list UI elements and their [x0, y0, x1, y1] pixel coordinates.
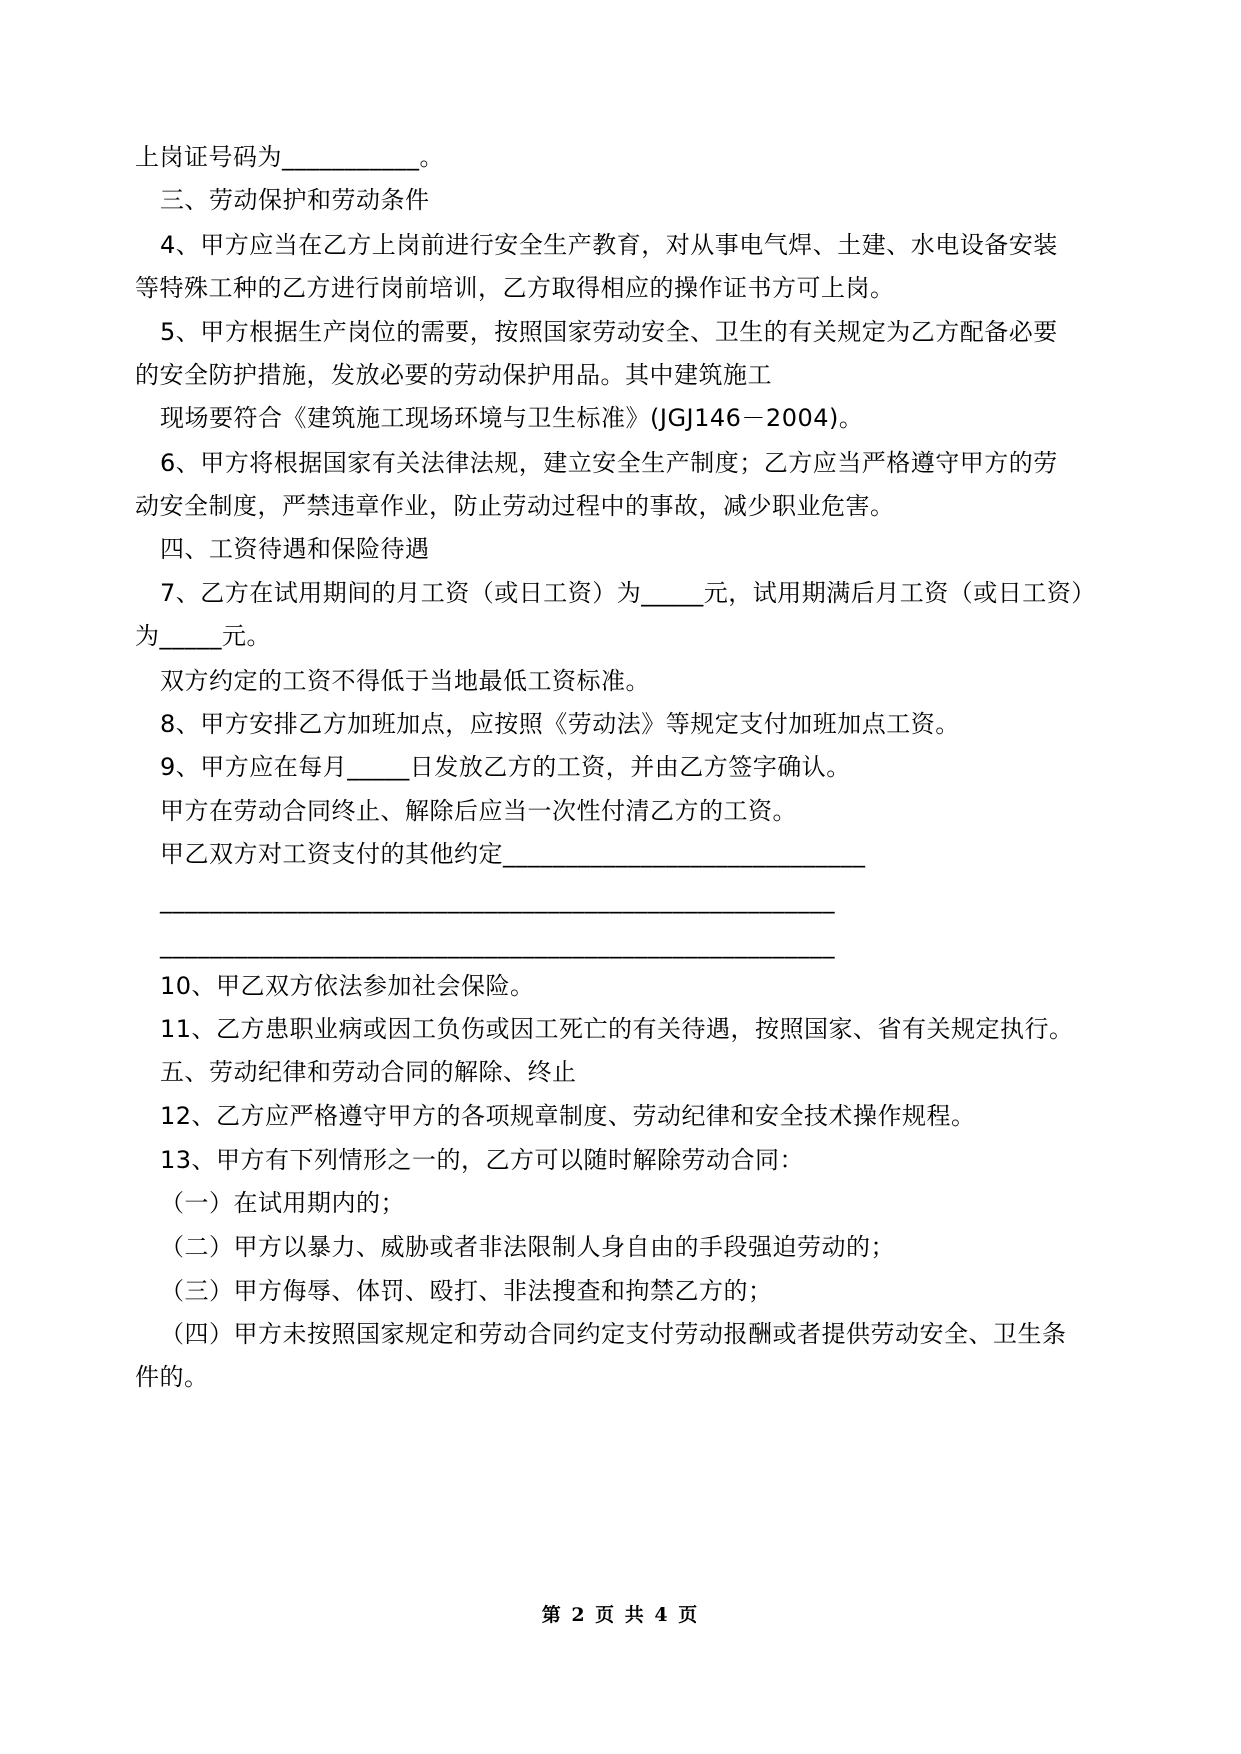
text-line: 13、甲方有下列情形之一的，乙方可以随时解除劳动合同：: [160, 1146, 805, 1174]
section-heading: 三、劳动保护和劳动条件: [160, 186, 430, 214]
section-heading: 五、劳动纪律和劳动合同的解除、终止: [160, 1058, 577, 1086]
text-line: 双方约定的工资不得低于当地最低工资标准。: [160, 667, 650, 695]
blank-line: ______________________________________________________: [160, 886, 835, 914]
text-line: 为_____元。: [135, 622, 271, 650]
page-footer: 第 2 页 共 4 页: [541, 1604, 700, 1626]
text-line: 7、乙方在试用期间的月工资（或日工资）为_____元，试用期满后月工资（或日工资）: [160, 579, 1096, 607]
text-line: 4、甲方应当在乙方上岗前进行安全生产教育，对从事电气焊、土建、水电设备安装: [160, 231, 1058, 259]
text-line: 的安全防护措施，发放必要的劳动保护用品。其中建筑施工: [135, 361, 772, 389]
text-line: 10、甲乙双方依法参加社会保险。: [160, 972, 535, 1000]
list-item: （三）甲方侮辱、体罚、殴打、非法搜查和拘禁乙方的；: [160, 1277, 773, 1305]
text-line: 等特殊工种的乙方进行岗前培训，乙方取得相应的操作证书方可上岗。: [135, 274, 895, 302]
list-item: （四）甲方未按照国家规定和劳动合同约定支付劳动报酬或者提供劳动安全、卫生条: [160, 1320, 1067, 1348]
text-line: 6、甲方将根据国家有关法律法规，建立安全生产制度；乙方应当严格遵守甲方的劳: [160, 449, 1058, 477]
section-heading: 四、工资待遇和保险待遇: [160, 535, 430, 563]
text-line: 上岗证号码为___________。: [135, 143, 444, 171]
text-line: 5、甲方根据生产岗位的需要，按照国家劳动安全、卫生的有关规定为乙方配备必要: [160, 318, 1058, 346]
text-line: 甲方在劳动合同终止、解除后应当一次性付清乙方的工资。: [160, 797, 797, 825]
list-item: （一）在试用期内的；: [160, 1189, 405, 1217]
text-line: 12、乙方应严格遵守甲方的各项规章制度、劳动纪律和安全技术操作规程。: [160, 1102, 976, 1130]
text-line: 件的。: [135, 1363, 209, 1391]
blank-line: ______________________________________________________: [160, 931, 835, 959]
list-item: （二）甲方以暴力、威胁或者非法限制人身自由的手段强迫劳动的；: [160, 1233, 895, 1261]
text-line: 现场要符合《建筑施工现场环境与卫生标准》(JGJ146－2004)。: [160, 404, 864, 432]
text-line: 动安全制度，严禁违章作业，防止劳动过程中的事故，减少职业危害。: [135, 492, 895, 520]
text-line: 11、乙方患职业病或因工负伤或因工死亡的有关待遇，按照国家、省有关规定执行。: [160, 1015, 1074, 1043]
text-line: 甲乙双方对工资支付的其他约定_____________________________: [160, 840, 866, 868]
text-line: 9、甲方应在每月_____日发放乙方的工资，并由乙方签字确认。: [160, 753, 851, 781]
text-line: 8、甲方安排乙方加班加点，应按照《劳动法》等规定支付加班加点工资。: [160, 710, 960, 738]
